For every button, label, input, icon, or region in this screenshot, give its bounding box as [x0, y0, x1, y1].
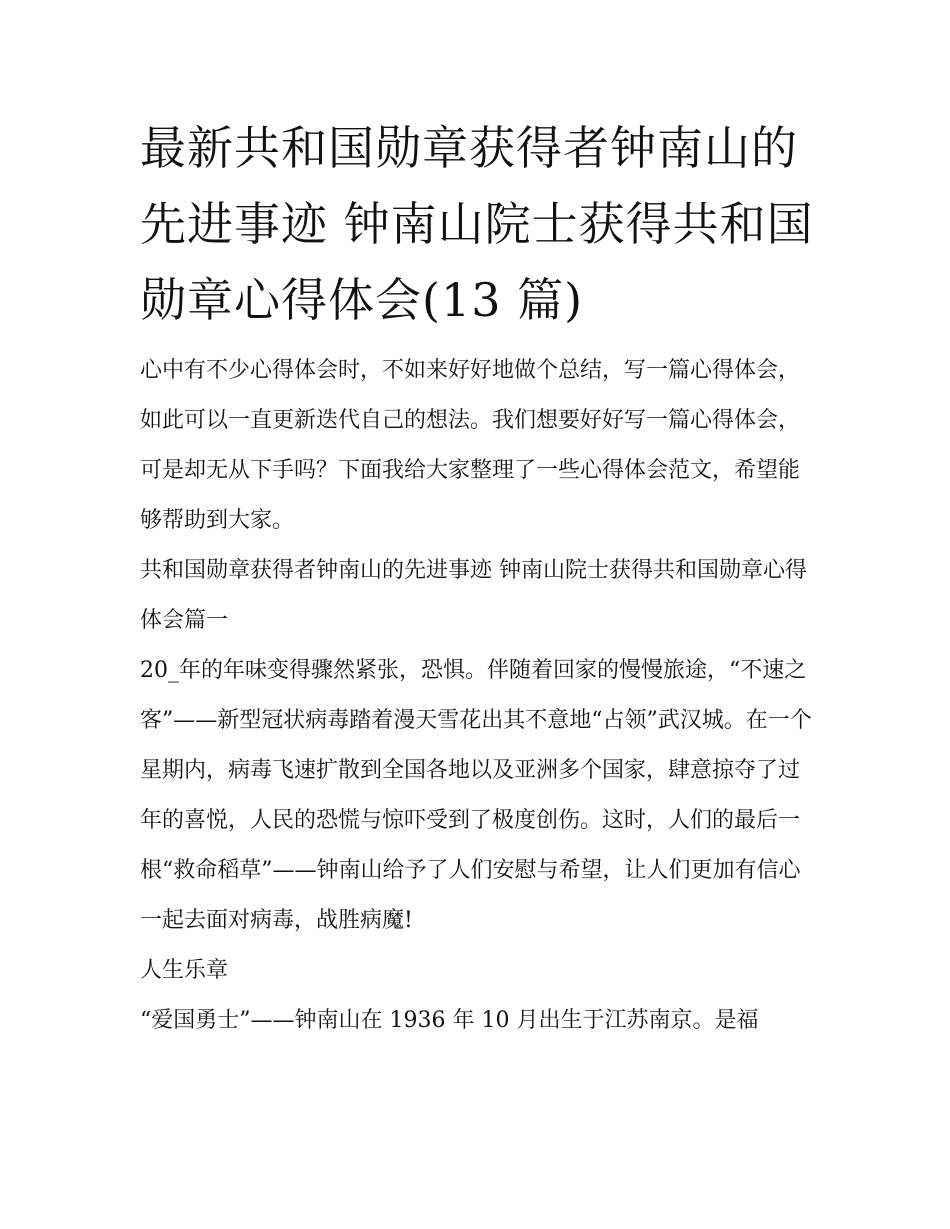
document-title: 最新共和国勋章获得者钟南山的先进事迹 钟南山院士获得共和国勋章心得体会(13 篇) [140, 121, 814, 327]
body-paragraph-1: 20_年的年味变得骤然紧张，恐惧。伴随着回家的慢慢旅途，“不速之客”——新型冠状病毒踏着漫天雪花出其不意地“占领”武汉城。在一个星期内，病毒飞速扩散到全国各地以及亚洲多个国家，肆意掠夺了过年的喜悦，人民的恐慌与惊吓受到了极度创伤。这时，人们的最后一根“救命稻草”——钟南山给予了人们安慰与希望，让人们更加有信心一起去面对病毒，战胜病魔! [140, 658, 812, 933]
section-heading: 共和国勋章获得者钟南山的先进事迹 钟南山院士获得共和国勋章心得体会篇一 [140, 558, 807, 633]
document-page [140, 110, 816, 1046]
body-paragraph-2: “爱国勇士”——钟南山在 1936 年 10 月出生于江苏南京。是福 [140, 1008, 759, 1033]
subheading: 人生乐章 [140, 958, 229, 983]
intro-paragraph: 心中有不少心得体会时，不如来好好地做个总结，写一篇心得体会，如此可以一直更新迭代自己的想法。我们想要好好写一篇心得体会，可是却无从下手吗？下面我给大家整理了一些心得体会范文，希望能够帮助到大家。 [140, 358, 801, 533]
